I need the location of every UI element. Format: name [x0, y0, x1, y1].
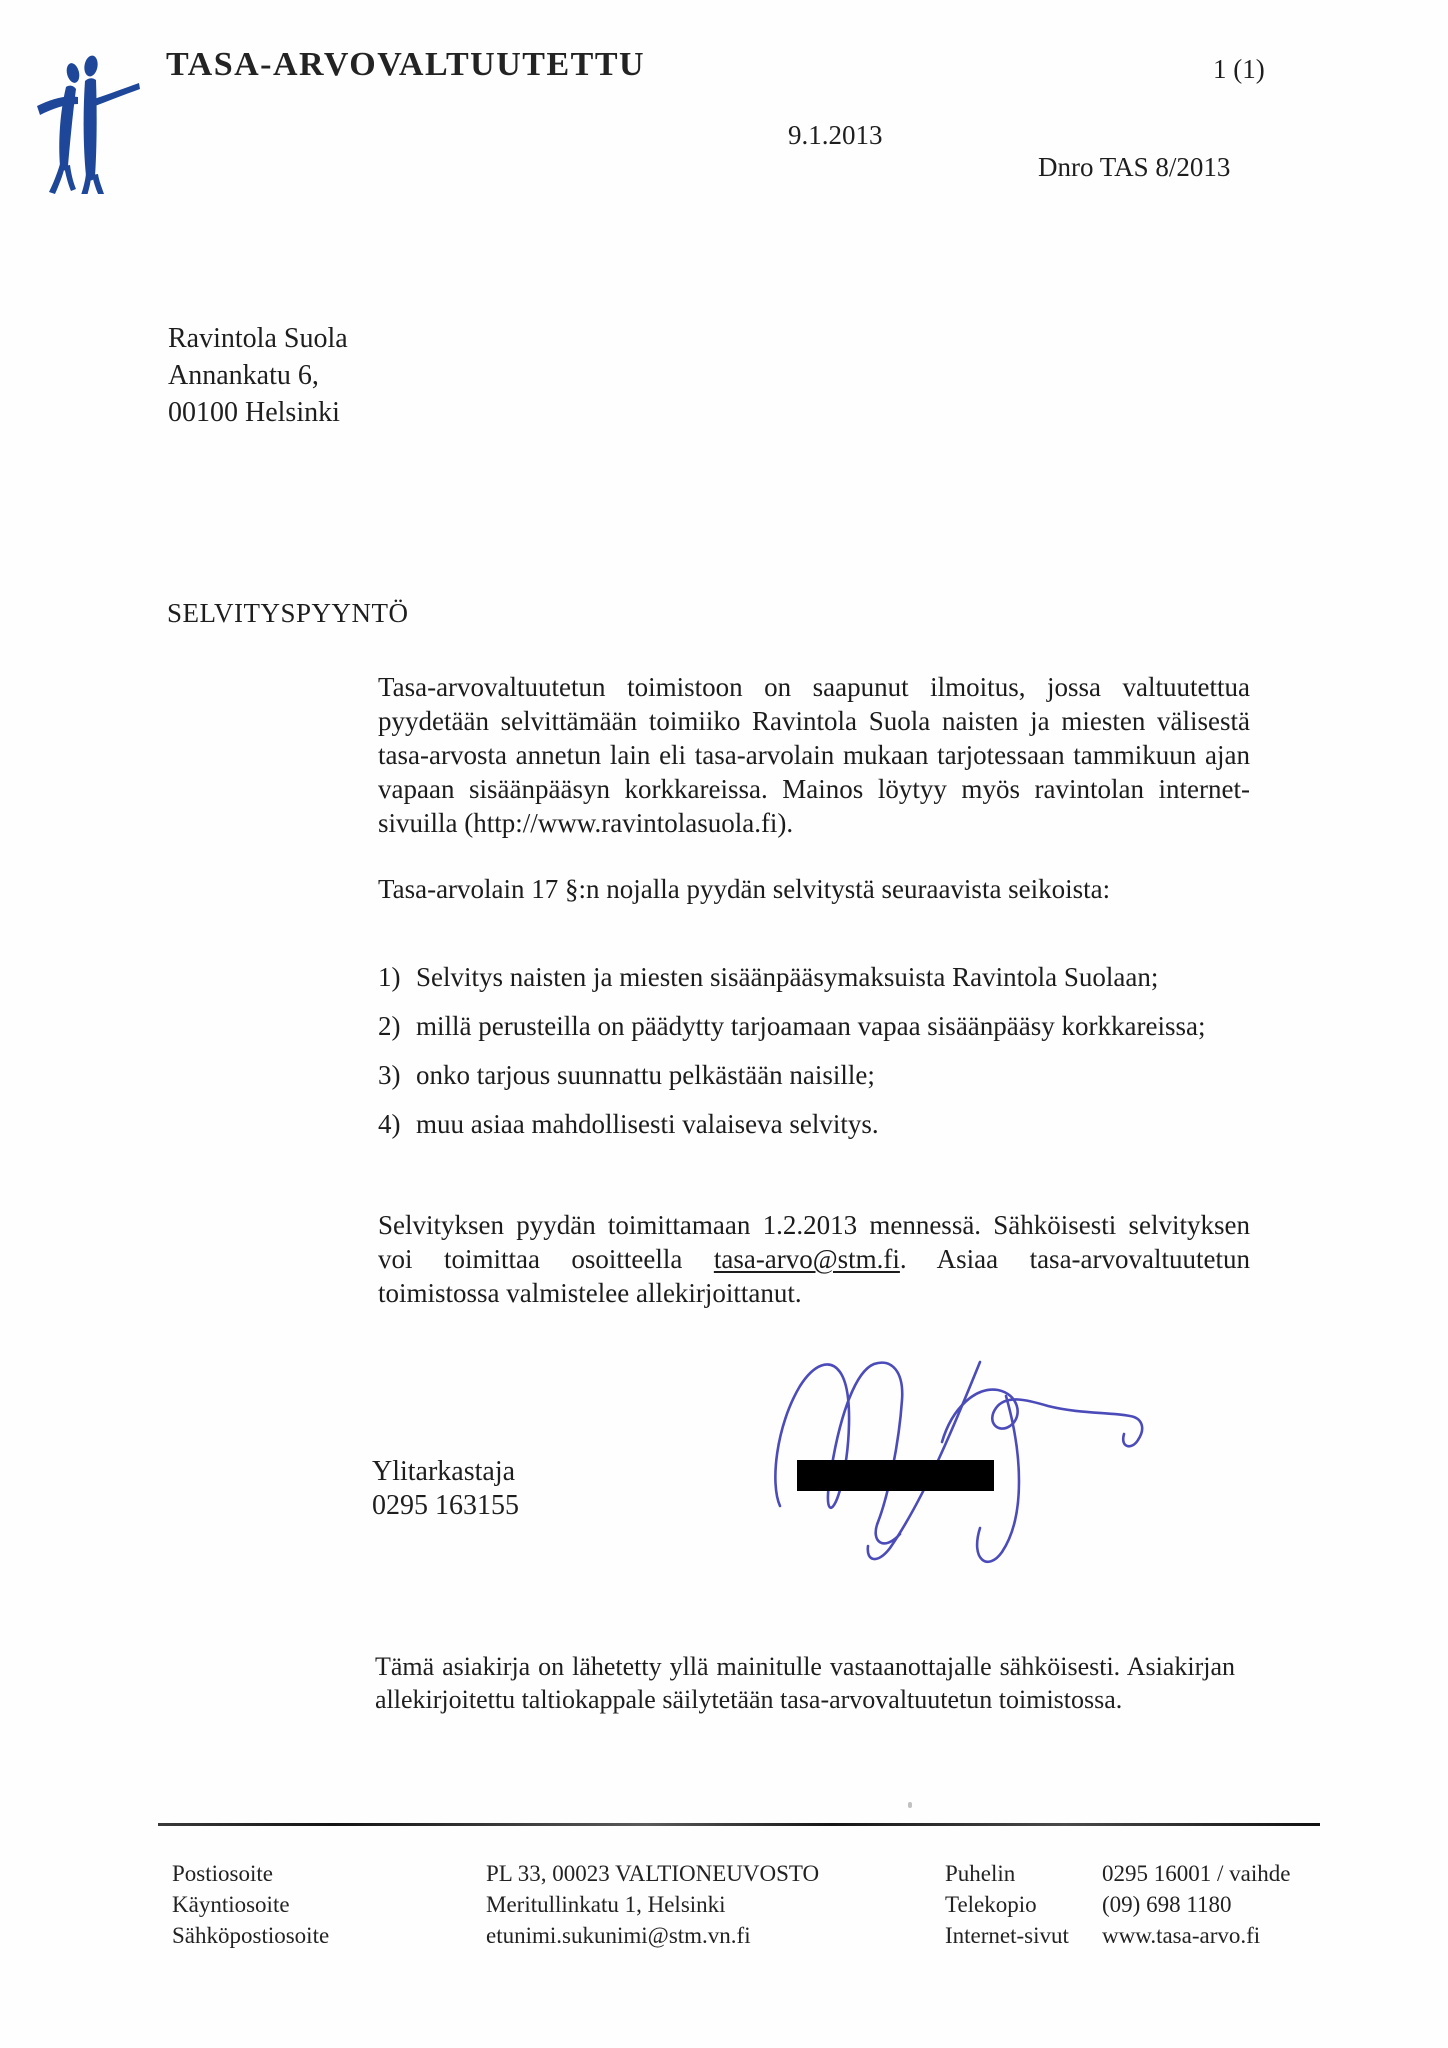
footer-value: (09) 698 1180	[1102, 1892, 1232, 1917]
footer-value: www.tasa-arvo.fi	[1102, 1923, 1261, 1948]
deadline-text-end: . Asiaa tasa-arvovaltuutetun toimistossa valmistelee allekirjoittanut.	[378, 1244, 1250, 1308]
signer-title: Ylitarkastaja	[372, 1456, 516, 1487]
footer-value: etunimi.sukunimi@stm.vn.fi	[486, 1923, 751, 1948]
footer-values-left	[486, 1858, 819, 1951]
list-item	[378, 1058, 1250, 1092]
subject-heading: SELVITYSPYYNTÖ	[167, 598, 409, 628]
delivery-note: Tämä asiakirja on lähetetty yllä mainitulle vastaanottajalle sähköisesti. Asiakirjan allekirjoitettu taltiokappale säilytetään tasa-arvovaltuutetun toimistossa.	[375, 1652, 1235, 1714]
recipient-line: 00100 Helsinki	[168, 397, 340, 428]
list-item-number: 4)	[378, 1109, 401, 1139]
document-date: 9.1.2013	[788, 120, 883, 150]
footer-value: PL 33, 00023 VALTIONEUVOSTO	[486, 1861, 820, 1886]
footer-value: 0295 16001 / vaihde	[1102, 1861, 1291, 1886]
recipient-line: Ravintola Suola	[168, 323, 348, 354]
equality-ombudsman-logo-icon	[33, 54, 143, 194]
list-item-text: Selvitys naisten ja miesten sisäänpääsymaksuista Ravintola Suolaan;	[416, 962, 1159, 992]
list-item-number: 1)	[378, 962, 401, 992]
list-item-number: 3)	[378, 1060, 401, 1090]
request-list	[378, 960, 1250, 1156]
list-item-text: millä perusteilla on päädytty tarjoamaan vapaa sisäänpääsy korkkareissa;	[416, 1011, 1206, 1041]
diary-number: Dnro TAS 8/2013	[1038, 152, 1231, 182]
recipient-line: Annankatu 6,	[168, 360, 319, 391]
paragraph-legal-basis: Tasa-arvolain 17 §:n nojalla pyydän selvitystä seuraavista seikoista:	[378, 874, 1111, 904]
redaction-box	[797, 1460, 994, 1491]
list-item	[378, 1107, 1250, 1141]
footer-labels-right	[945, 1858, 1069, 1951]
footer-divider	[158, 1823, 1320, 1826]
footer-label: Puhelin	[945, 1861, 1016, 1886]
footer-label: Postiosoite	[172, 1861, 273, 1886]
deadline-text-start: Selvityksen pyydän toimittamaan 1.2.2013 mennessä. Sähköisesti selvityksen voi toimittaa osoitteella	[378, 1210, 1250, 1274]
footer-labels-left	[172, 1858, 329, 1951]
recipient-address	[168, 320, 348, 431]
paragraph-deadline	[378, 1208, 1250, 1310]
list-item-text: muu asiaa mahdollisesti valaiseva selvitys.	[416, 1109, 879, 1139]
footer-values-right	[1102, 1858, 1290, 1951]
signer-phone: 0295 163155	[372, 1490, 519, 1521]
footer-label: Telekopio	[945, 1892, 1037, 1917]
list-item-text: onko tarjous suunnattu pelkästään naisille;	[416, 1060, 875, 1090]
email-link: tasa-arvo@stm.fi	[713, 1244, 900, 1274]
paragraph-intro: Tasa-arvovaltuutetun toimistoon on saapunut ilmoitus, jossa valtuutettua pyydetään selvittämään toimiiko Ravintola Suola naisten ja miesten välisestä tasa-arvosta annetun lain eli tasa-arvolain mukaan tarjotessaan tammikuun ajan vapaan sisäänpääsyn korkkareissa. Mainos löytyy myös ravintolan internet-sivuilla (http://www.ravintolasuola.fi).	[378, 672, 1250, 838]
organization-title: TASA-ARVOVALTUUTETTU	[166, 46, 646, 83]
list-item	[378, 960, 1250, 994]
list-item-number: 2)	[378, 1011, 401, 1041]
footer-label: Sähköpostiosoite	[172, 1923, 330, 1948]
scan-speck	[908, 1802, 912, 1808]
footer-label: Internet-sivut	[945, 1923, 1069, 1948]
footer-value: Meritullinkatu 1, Helsinki	[486, 1892, 726, 1917]
list-item	[378, 1009, 1250, 1043]
page-number: 1 (1)	[1213, 54, 1265, 84]
footer-label: Käyntiosoite	[172, 1892, 290, 1917]
